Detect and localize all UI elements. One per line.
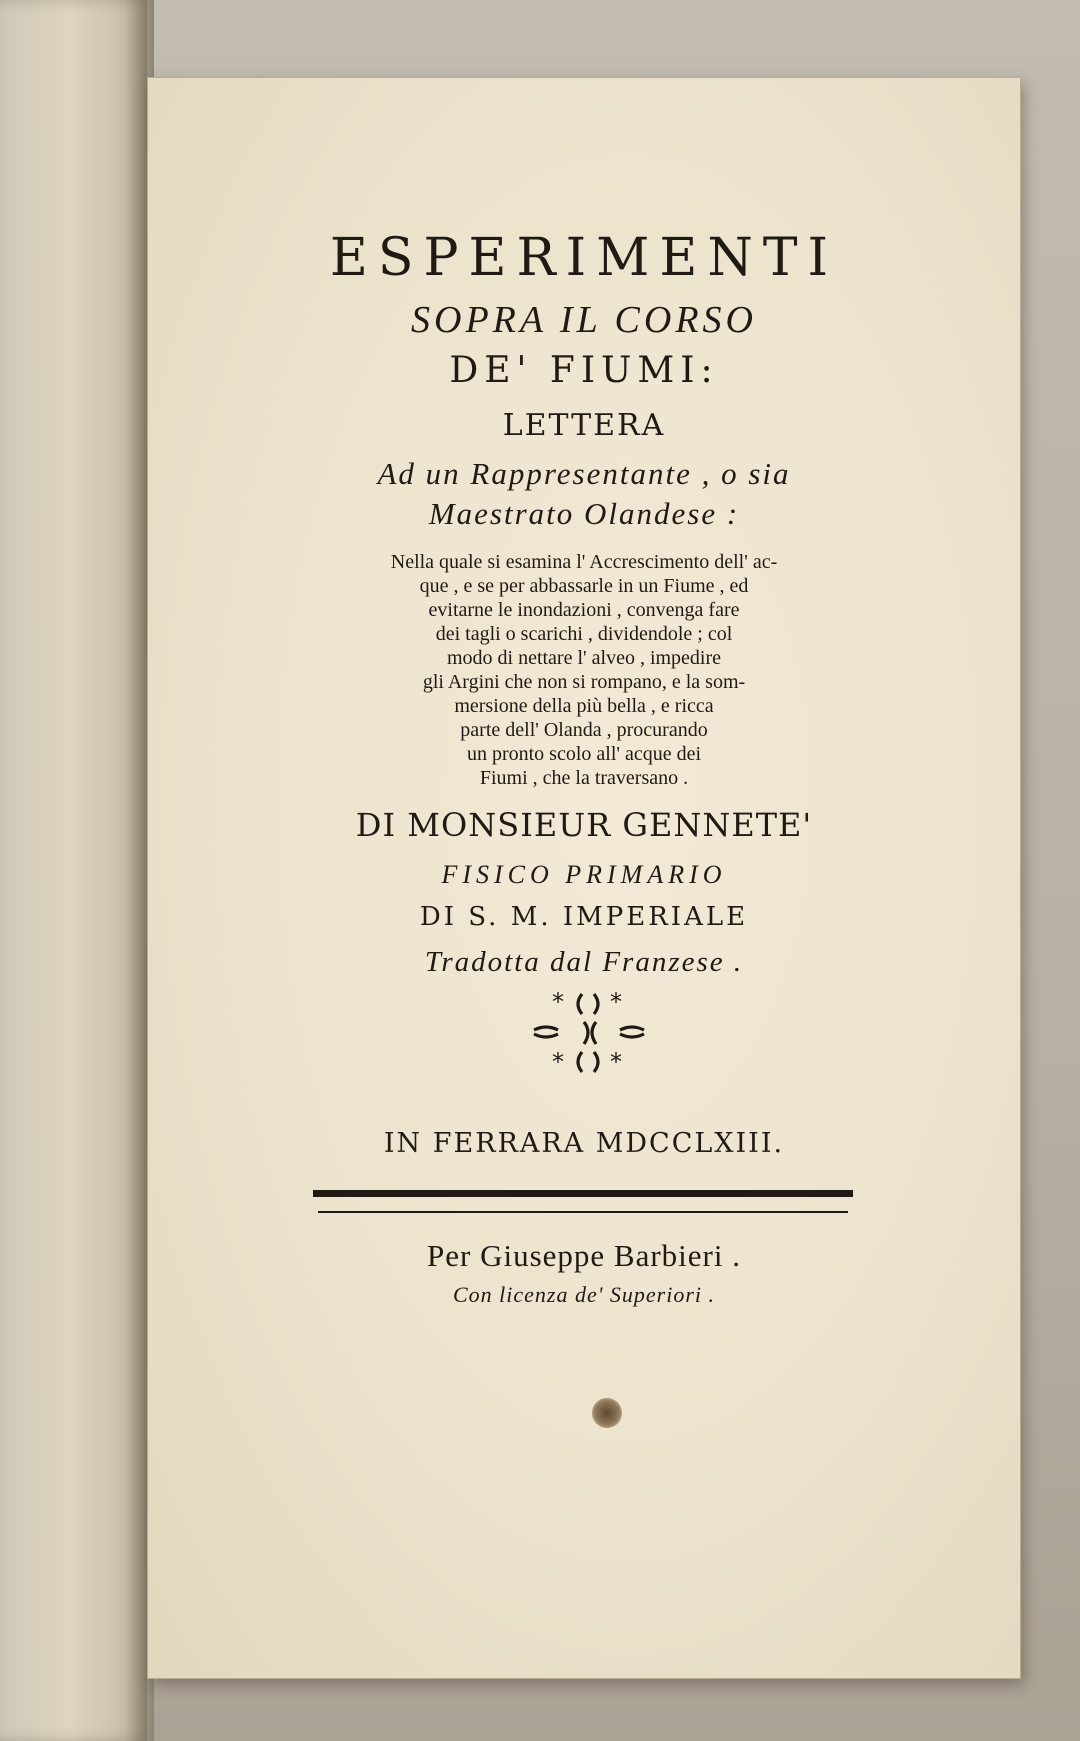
description-line: un pronto scolo all' acque dei bbox=[466, 743, 702, 765]
lettera-heading: LETTERA bbox=[502, 408, 666, 443]
svg-text:*: * bbox=[552, 1048, 564, 1076]
subtitle-line-2: DE' FIUMI: bbox=[449, 350, 719, 391]
spine-shadow bbox=[125, 0, 147, 1741]
author-role: FISICO PRIMARIO bbox=[441, 860, 727, 889]
author-line: DI MONSIEUR GENNETE' bbox=[355, 806, 813, 844]
main-title: ESPERIMENTI bbox=[329, 228, 839, 288]
description-line: Nella quale si esamina l' Accrescimento dell' ac- bbox=[390, 551, 778, 573]
addressee-line-1: Ad un Rappresentante , o sia bbox=[377, 456, 791, 491]
imprint-place-date: IN FERRARA MDCCLXIII. bbox=[383, 1128, 785, 1159]
description-line: que , e se per abbassarle in un Fiume , ed bbox=[419, 575, 749, 597]
svg-text:*: * bbox=[610, 988, 622, 1016]
author-patron: DI S. M. IMPERIALE bbox=[419, 902, 749, 932]
printer-line: Per Giuseppe Barbieri . bbox=[427, 1238, 741, 1273]
title-page-content bbox=[148, 78, 1020, 1678]
thin-rule bbox=[318, 1211, 848, 1213]
thick-rule bbox=[313, 1190, 853, 1197]
svg-text:*: * bbox=[610, 1048, 622, 1076]
description-line: evitarne le inondazioni , convenga fare bbox=[428, 599, 740, 621]
printers-ornament-icon bbox=[524, 988, 654, 1078]
description-paragraph bbox=[208, 550, 960, 790]
description-line: mersione della più bella , e ricca bbox=[454, 695, 714, 717]
description-line: parte dell' Olanda , procurando bbox=[460, 719, 708, 741]
foxing-stain bbox=[592, 1398, 622, 1428]
description-line: modo di nettare l' alveo , impedire bbox=[446, 647, 722, 669]
description-line: gli Argini che non si rompano, e la som- bbox=[422, 671, 746, 693]
license-line: Con licenza de' Superiori . bbox=[452, 1282, 716, 1307]
translation-note: Tradotta dal Franzese . bbox=[424, 946, 744, 978]
title-page bbox=[148, 78, 1020, 1678]
svg-text:*: * bbox=[552, 988, 564, 1016]
description-line: Fiumi , che la traversano . bbox=[479, 767, 689, 789]
subtitle-line-1: SOPRA IL CORSO bbox=[411, 299, 757, 341]
addressee-line-2: Maestrato Olandese : bbox=[428, 496, 740, 531]
description-line: dei tagli o scarichi , dividendole ; col bbox=[435, 623, 733, 645]
